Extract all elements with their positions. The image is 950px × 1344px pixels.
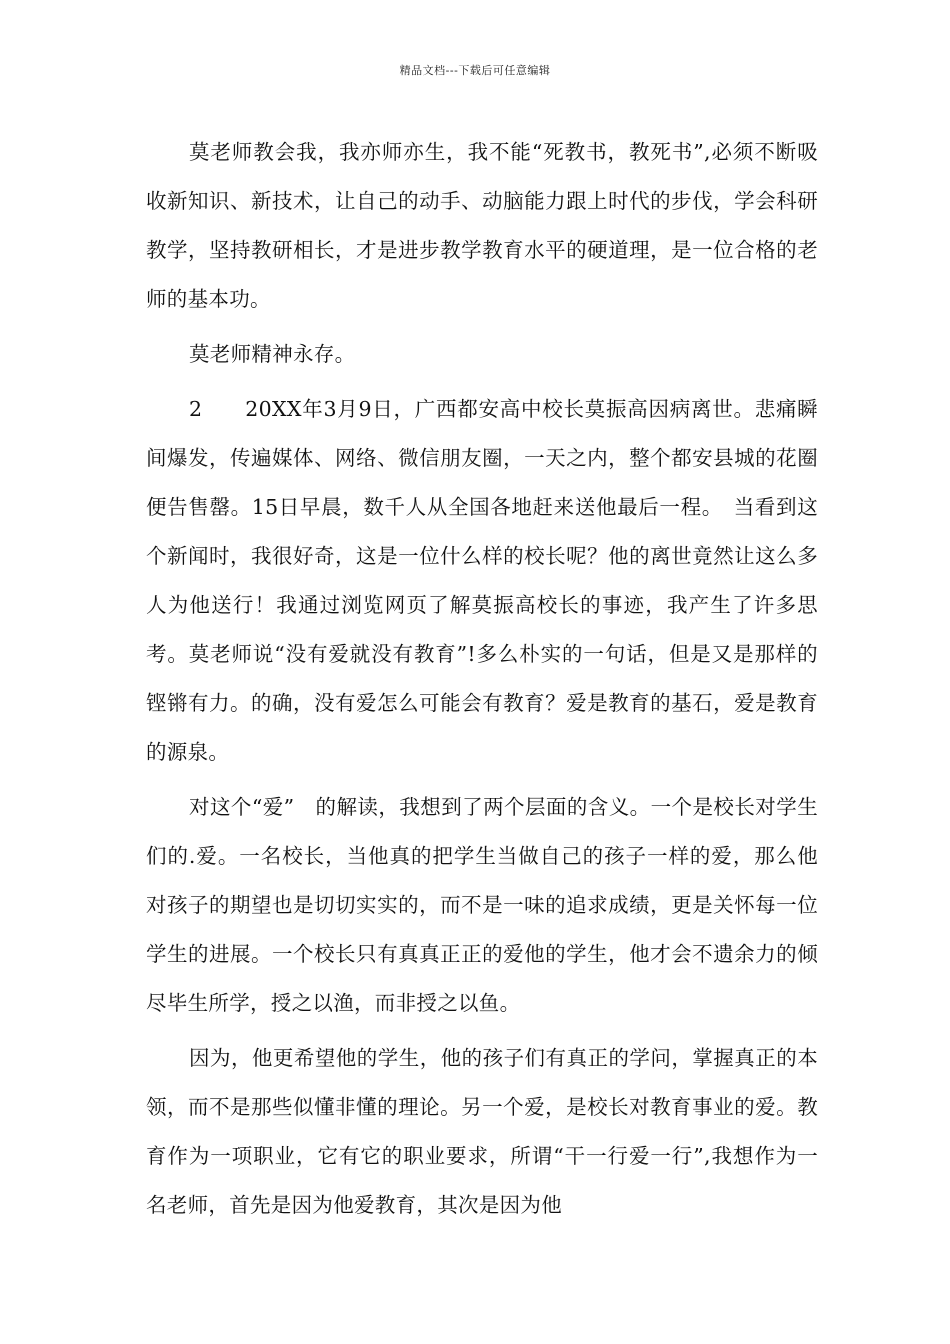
document-body [146,128,818,1236]
page-header: 精品文档---下载后可任意编辑 [399,64,551,77]
paragraph-3: 2 20XX年3月9日，广西都安高中校长莫振高因病离世。悲痛瞬间爆发，传遍媒体、网络、微信朋友圈，一天之内，整个都安县城的花圈便告售罄。15日早晨，数千人从全国各地赶来送他最后一程。 当看到这个新闻时，我很好奇，这是一位什么样的校长呢？他的离世竟然让这么多人为他送行！我通过浏览网页了解莫振高校长的事迹，我产生了许多思考。莫老师说“没有爱就没有教育”!多么朴实的一句话，但是又是那样的铿锵有力。的确，没有爱怎么可能会有教育？爱是教育的基石，爱是教育的源泉。 [146,397,818,764]
paragraph-5: 因为，他更希望他的学生，他的孩子们有真正的学问，掌握真正的本领，而不是那些似懂非懂的理论。另一个爱，是校长对教育事业的爱。教育作为一项职业，它有它的职业要求，所谓“干一行爱一行”,我想作为一名老师，首先是因为他爱教育，其次是因为他 [146,1046,818,1217]
paragraph-2: 莫老师精神永存。 [189,342,356,366]
paragraph-1: 莫老师教会我，我亦师亦生，我不能“死教书，教死书”,必须不断吸收新知识、新技术，让自己的动手、动脑能力跟上时代的步伐，学会科研教学，坚持教研相长，才是进步教学教育水平的硬道理，是一位合格的老师的基本功。 [146,140,818,311]
paragraph-4: 对这个“爱” 的解读，我想到了两个层面的含义。一个是校长对学生们的.爱。一名校长，当他真的把学生当做自己的孩子一样的爱，那么他对孩子的期望也是切切实实的，而不是一味的追求成绩，更是关怀每一位学生的进展。一个校长只有真真正正的爱他的学生，他才会不遗余力的倾尽毕生所学，授之以渔，而非授之以鱼。 [146,795,818,1015]
